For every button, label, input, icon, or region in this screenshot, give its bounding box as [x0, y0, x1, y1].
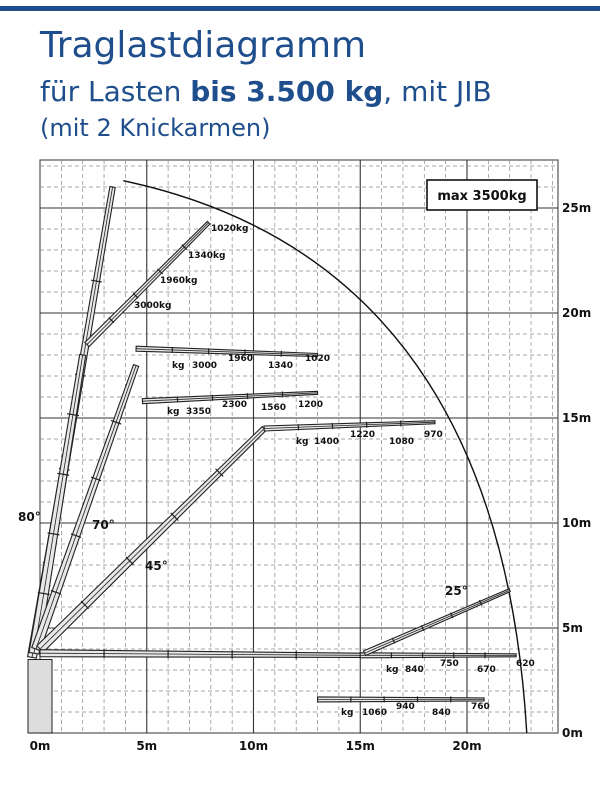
load-value: 970	[424, 430, 443, 440]
load-unit: kg	[341, 708, 354, 718]
max-load-label: max 3500kg	[437, 189, 527, 204]
page-subnote: (mit 2 Knickarmen)	[40, 114, 271, 142]
y-tick-label: 5m	[562, 621, 583, 635]
subtitle-suffix: , mit JIB	[383, 75, 492, 108]
subtitle-prefix: für Lasten	[40, 75, 191, 108]
load-value: 760	[471, 702, 490, 712]
y-tick-label: 15m	[562, 411, 592, 425]
load-value: 1340	[268, 361, 294, 371]
load-value: 1080	[389, 437, 415, 447]
load-value: 750	[440, 659, 459, 669]
load-chart	[0, 150, 600, 788]
x-tick-label: 0m	[29, 739, 51, 753]
x-tick-label: 10m	[238, 739, 269, 753]
load-value: 1220	[350, 430, 376, 440]
load-unit: kg	[172, 361, 185, 371]
load-value: 1340kg	[188, 251, 226, 261]
crane-column	[28, 660, 52, 734]
load-value: 3000kg	[134, 301, 172, 311]
load-value: 1020	[305, 354, 331, 364]
load-value: 3000	[192, 361, 218, 371]
y-tick-label: 0m	[562, 726, 583, 740]
load-value: 840	[432, 708, 451, 718]
x-tick-label: 20m	[452, 739, 482, 753]
y-tick-label: 20m	[562, 306, 592, 320]
load-unit: kg	[167, 407, 180, 417]
load-value: 670	[477, 665, 496, 675]
angle-label: 70°	[92, 518, 115, 532]
reach-envelope	[123, 181, 527, 733]
header-bar	[0, 6, 600, 11]
load-value: 620	[516, 659, 535, 669]
angle-label: 80°	[18, 510, 41, 524]
subtitle-bold: bis 3.500 kg	[190, 75, 384, 108]
load-value: 1060	[362, 708, 388, 718]
page-title: Traglastdiagramm	[40, 25, 367, 66]
y-tick-label: 25m	[562, 201, 592, 215]
load-value: 3350	[186, 407, 212, 417]
load-unit: kg	[386, 665, 399, 675]
load-value: 2300	[222, 400, 248, 410]
load-value: 840	[405, 665, 424, 675]
boom-25deg-jib-axis	[365, 590, 510, 653]
load-value: 1400	[314, 437, 340, 447]
load-unit: kg	[296, 437, 309, 447]
y-tick-label: 10m	[562, 516, 592, 530]
load-value: 940	[396, 702, 415, 712]
angle-label: 25°	[445, 584, 468, 598]
x-tick-label: 5m	[136, 739, 158, 753]
page-subtitle	[40, 76, 492, 108]
x-tick-label: 15m	[345, 739, 375, 753]
boom-70deg-jib-upper	[136, 346, 318, 356]
angle-label: 45°	[145, 559, 168, 573]
load-value: 1960kg	[160, 276, 198, 286]
load-value: 1200	[298, 400, 324, 410]
load-value: 1560	[261, 403, 287, 413]
load-value: 1960	[228, 354, 254, 364]
load-value: 1020kg	[211, 224, 249, 234]
